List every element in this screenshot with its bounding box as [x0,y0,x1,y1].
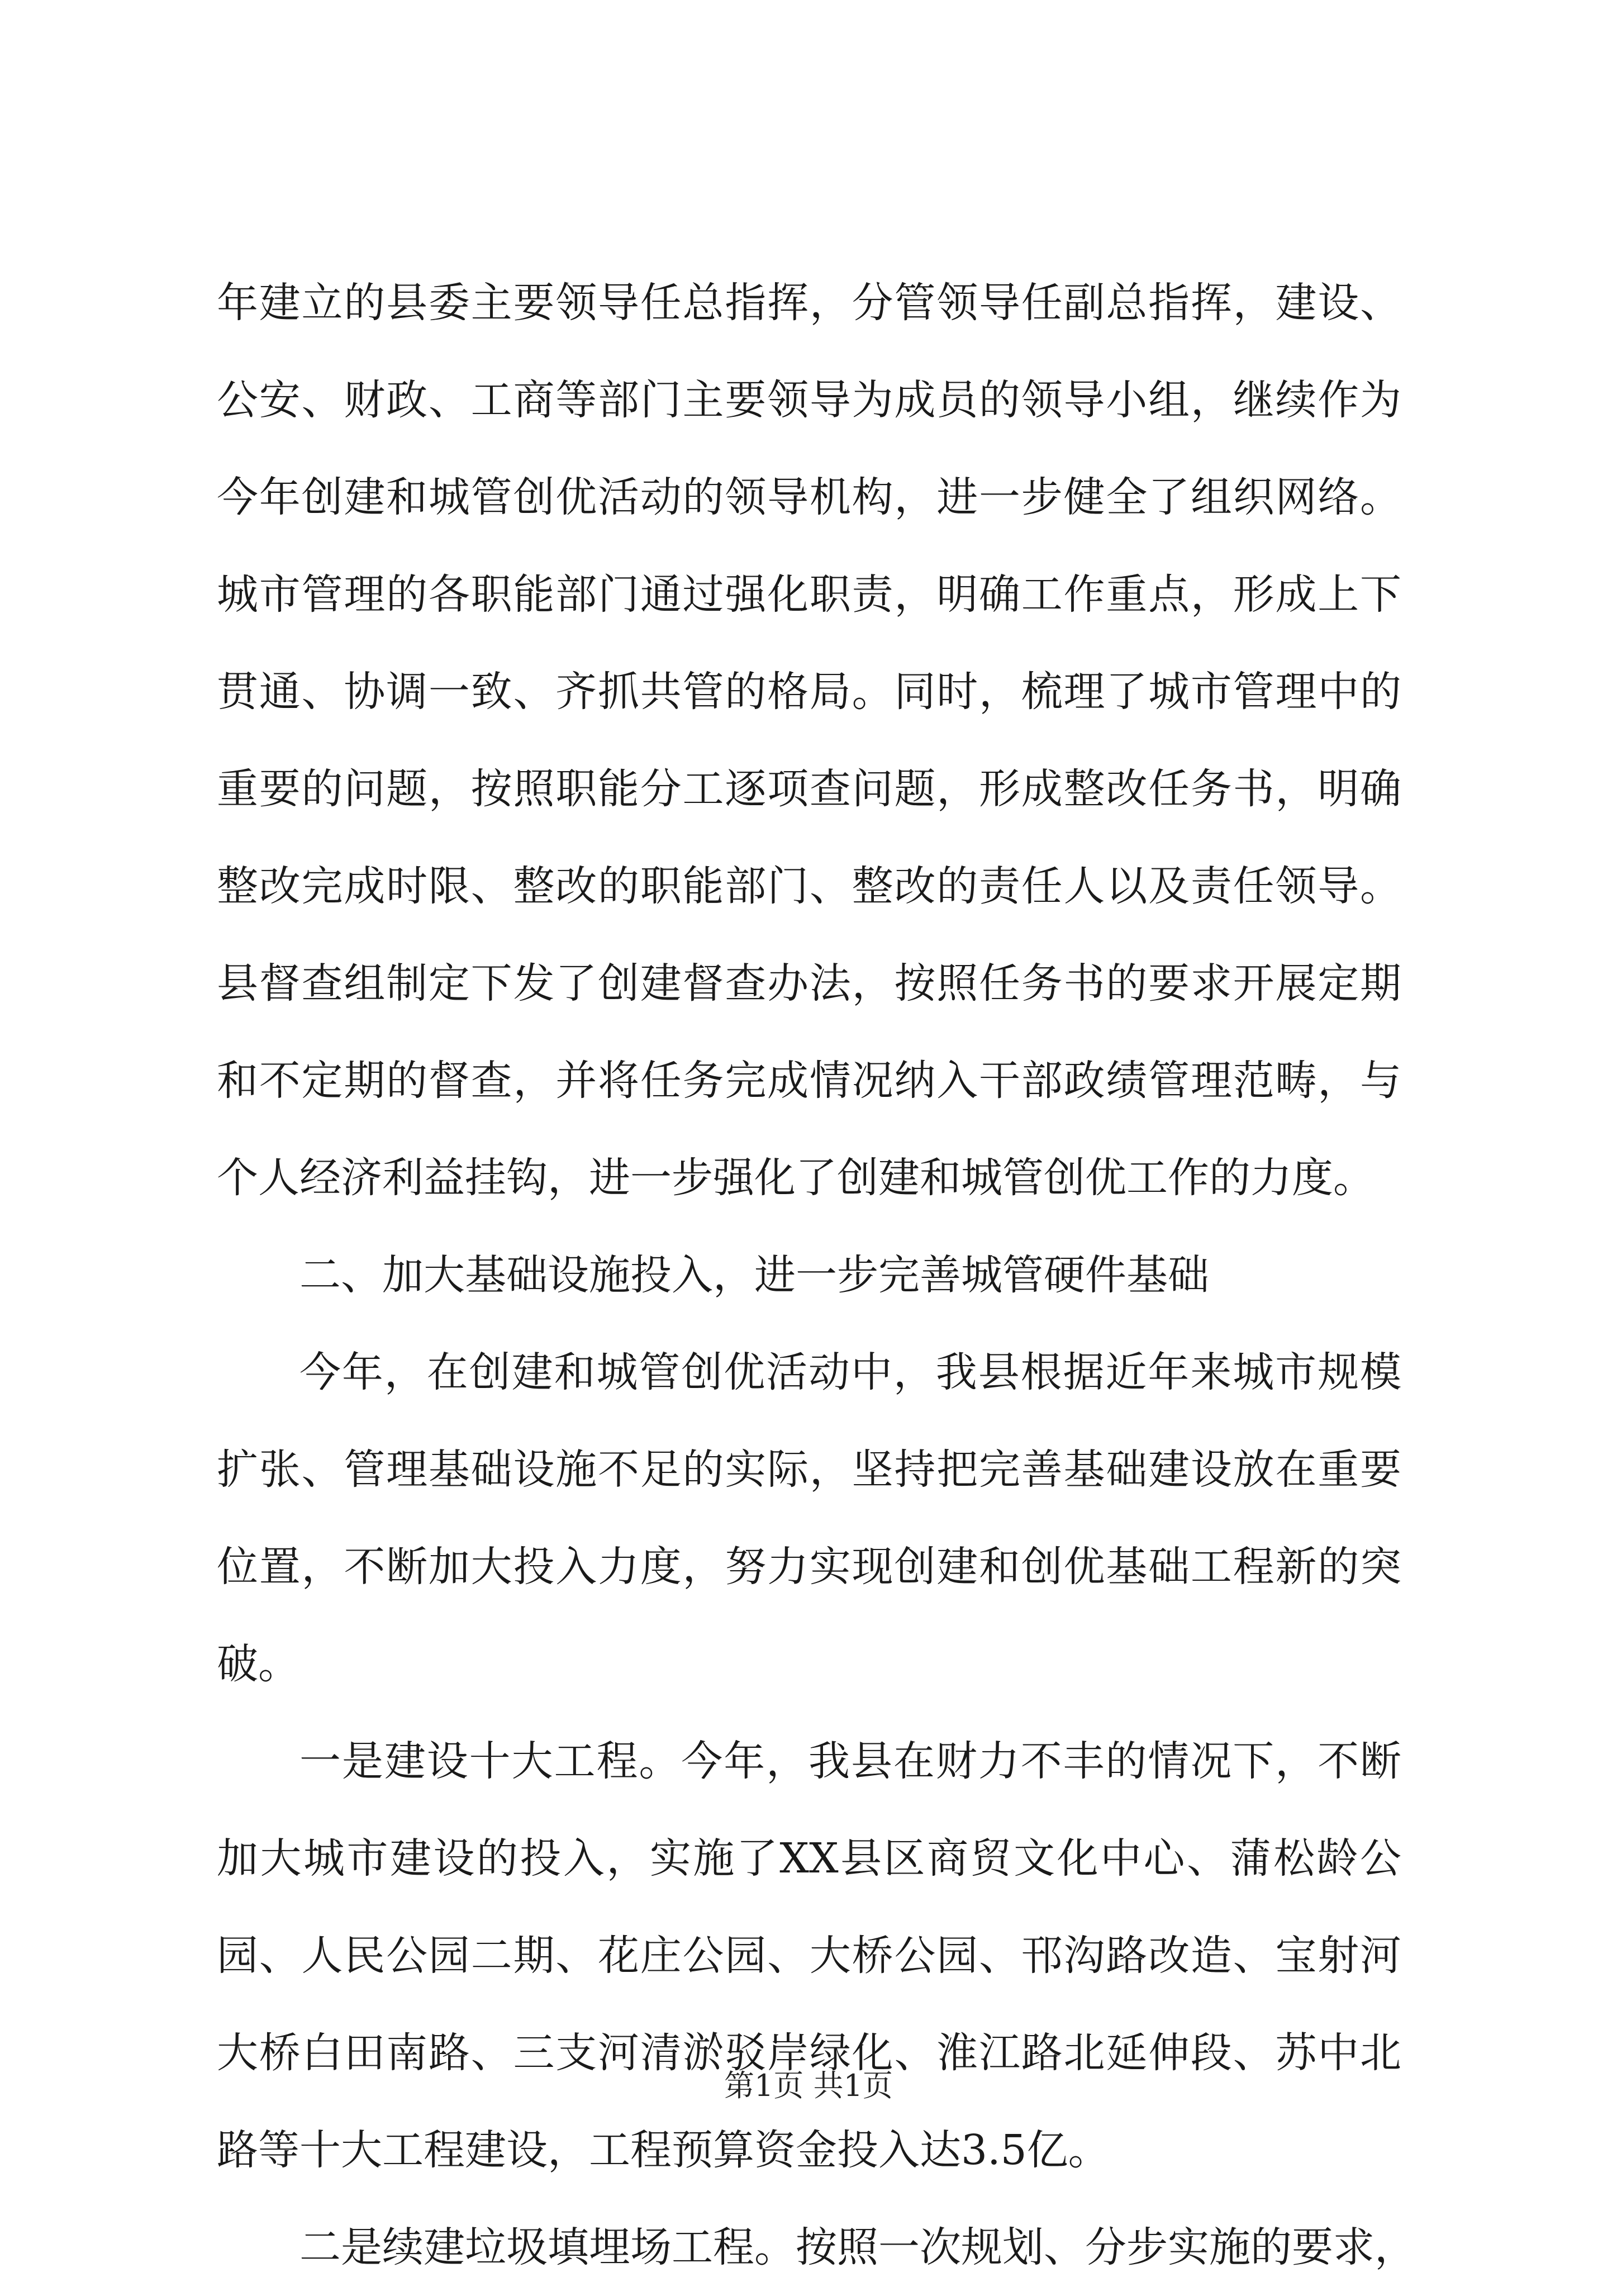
text-line: 城市管理的各职能部门通过强化职责，明确工作重点，形成上下 [217,571,1401,619]
text-line: 园、人民公园二期、花庄公园、大桥公园、邗沟路改造、宝射河 [217,1932,1401,1980]
text-line: 贯通、协调一致、齐抓共管的格局。同时，梳理了城市管理中的 [217,668,1401,716]
text-line: 年建立的县委主要领导任总指挥，分管领导任副总指挥，建设、 [217,279,1401,327]
text-line: 今年，在创建和城管创优活动中，我县根据近年来城市规模 [299,1348,1401,1396]
text-line: 扩张、管理基础设施不足的实际，坚持把完善基础建设放在重要 [217,1446,1401,1494]
text-line: 加大城市建设的投入，实施了XX县区商贸文化中心、蒲松龄公 [217,1834,1401,1883]
text-line: 个人经济利益挂钩，进一步强化了创建和城管创优工作的力度。 [217,1154,1375,1202]
text-line: 破。 [217,1640,299,1688]
text-line: 路等十大工程建设，工程预算资金投入达3.5亿。 [217,2126,1110,2174]
text-line: 整改完成时限、整改的职能部门、整改的责任人以及责任领导。 [217,862,1401,910]
text-line: 县督查组制定下发了创建督查办法，按照任务书的要求开展定期 [217,959,1401,1007]
document-body [217,254,1416,2296]
page-footer: 第1页 共1页 [724,2068,893,2103]
text-line: 二是续建垃圾填埋场工程。按照一次规划、分步实施的要求， [299,2223,1416,2271]
text-line: 公安、财政、工商等部门主要领导为成员的领导小组，继续作为 [217,376,1401,424]
text-line: 一是建设十大工程。今年，我县在财力不丰的情况下，不断 [299,1737,1401,1785]
text-line: 大桥白田南路、三支河清淤驳岸绿化、淮江路北延伸段、苏中北 [217,2029,1401,2077]
text-line: 和不定期的督查，并将任务完成情况纳入干部政绩管理范畴，与 [217,1057,1401,1105]
text-line: 位置，不断加大投入力度，努力实现创建和创优基础工程新的突 [217,1543,1401,1591]
text-line: 今年创建和城管创优活动的领导机构，进一步健全了组织网络。 [217,473,1401,521]
text-line: 二、加大基础设施投入，进一步完善城管硬件基础 [299,1251,1209,1299]
text-line: 重要的问题，按照职能分工逐项查问题，形成整改任务书，明确 [217,765,1401,813]
